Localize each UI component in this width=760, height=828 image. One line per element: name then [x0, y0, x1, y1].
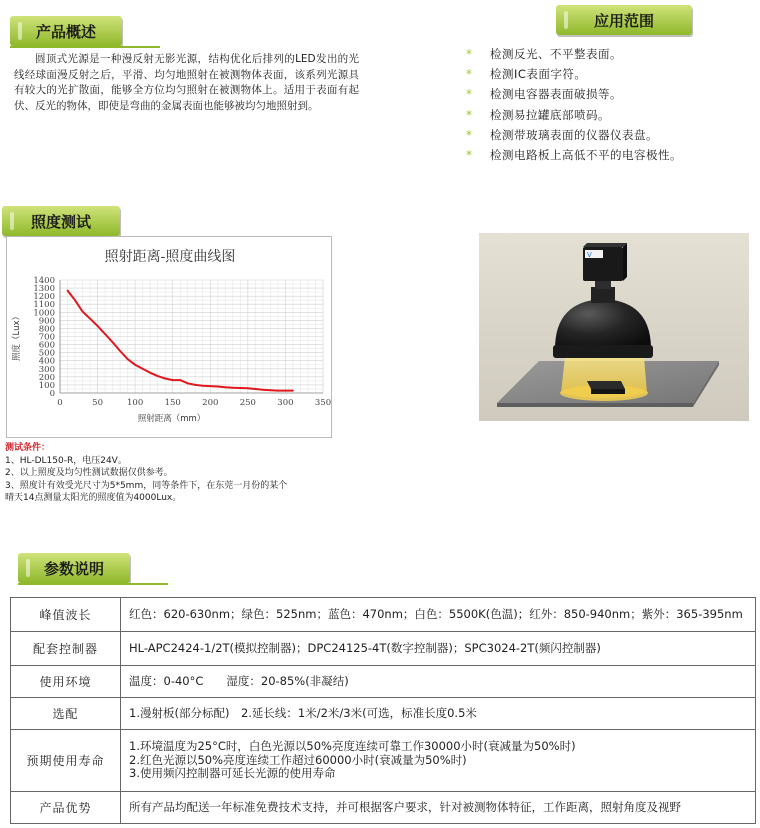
- x-tick-label: 250: [239, 398, 256, 408]
- camera-side: [623, 243, 627, 281]
- overview-heading-underline: [10, 46, 160, 48]
- data-point: [149, 372, 151, 374]
- application-item-text: 检测电容器表面破损等。: [490, 87, 622, 102]
- overview-text: 圆顶式光源是一种漫反射无影光源，结构优化后排列的LED发出的光线经球面漫反射之后，平滑、均匀地照射在被测物体表面，该系列光源具有较大的光扩散面，能够全方位均匀照射在被测物体上。适用于表面有起伏、反光的物体，即使是弯曲的金属表面也能够被均匀地照射到。: [14, 53, 359, 112]
- data-point: [142, 368, 144, 370]
- dome-light-product-image: [479, 233, 749, 421]
- y-tick-label: 600: [38, 340, 55, 351]
- test-condition-line-1: 1、HL-DL150-R，电压24V。: [5, 455, 127, 466]
- params-value-line: 1.环境温度为25°C时，白色光源以50%亮度连续可靠工作30000小时(衰减量为50%时): [129, 739, 576, 754]
- test-condition-line-3: 3、照度计有效受光尺寸为5*5mm，同等条件下，在东莞一月份的某个: [5, 480, 288, 491]
- params-value-line: 3.使用频闪控制器可延长光源的使用寿命: [129, 766, 336, 781]
- bullet-star-icon: *: [466, 87, 473, 102]
- params-heading: 参数说明: [18, 553, 130, 583]
- data-point: [67, 290, 69, 292]
- bullet-star-icon: *: [466, 127, 473, 142]
- y-tick-label: 1000: [33, 308, 55, 319]
- chart-svg: [7, 237, 333, 439]
- params-row-label: 配套控制器: [11, 632, 121, 666]
- bullet-star-icon: *: [466, 47, 473, 62]
- data-point: [217, 386, 219, 388]
- x-tick-label: 50: [92, 398, 103, 408]
- data-point: [134, 364, 136, 366]
- application-item: [466, 145, 751, 165]
- applications-heading: 应用范围: [556, 5, 692, 35]
- params-heading-underline: [18, 583, 168, 585]
- params-row-label: 产品优势: [11, 792, 121, 824]
- x-tick-label: 350: [314, 398, 332, 408]
- bullet-star-icon: *: [466, 107, 473, 122]
- data-point: [119, 350, 121, 352]
- data-point: [82, 311, 84, 313]
- data-point: [89, 318, 91, 320]
- camera-mount: [591, 287, 615, 303]
- params-row: [11, 598, 756, 632]
- params-row: [11, 632, 756, 666]
- params-row: [11, 698, 756, 730]
- data-point: [232, 387, 234, 389]
- application-item-text: 检测易拉罐底部喷码。: [490, 107, 610, 122]
- params-value-line: 红色：620-630nm；绿色：525nm；蓝色：470nm；白色：5500K(色温)；红外：850-940nm；紫外：365-395nm: [129, 606, 743, 621]
- params-row: [11, 730, 756, 792]
- data-point: [292, 390, 294, 392]
- applications-list: [466, 44, 751, 165]
- params-row-value: [121, 792, 756, 824]
- data-point: [97, 325, 99, 327]
- data-point: [187, 382, 189, 384]
- data-point: [127, 358, 129, 360]
- params-value-line: HL-APC2424-1/2T(模拟控制器)；DPC24125-4T(数字控制器)；SPC3024-2T(频闪控制器): [129, 640, 601, 655]
- y-tick-label: 0: [49, 389, 55, 399]
- test-condition-line-4: 晴天14点测量太阳光的照度值为4000Lux。: [5, 493, 182, 504]
- y-tick-label: 700: [38, 332, 55, 343]
- test-condition-line-2: 2、以上照度及均匀性测试数据仅供参考。: [5, 468, 173, 479]
- application-item: [466, 84, 751, 104]
- y-tick-label: 1100: [33, 300, 55, 311]
- x-axis-label: 照射距离（mm）: [137, 414, 206, 424]
- params-value-line: 2.红色光源以50%亮度连续工作超过60000小时(衰减量为50%时): [129, 752, 467, 767]
- data-point: [277, 390, 279, 392]
- params-value-line: 所有产品均配送一年标准免费技术支持，并可根据客户要求，针对被测物体特征，工作距离，照射角度及视野: [129, 799, 681, 814]
- overview-heading: 产品概述: [10, 16, 122, 46]
- application-item-text: 检测IC表面字符。: [490, 67, 587, 82]
- y-tick-label: 900: [38, 316, 55, 327]
- data-point: [74, 299, 76, 301]
- y-tick-label: 1200: [33, 292, 55, 303]
- data-point: [164, 378, 166, 380]
- data-point: [209, 385, 211, 387]
- x-tick-label: 300: [277, 398, 294, 408]
- target-object: [587, 381, 625, 389]
- application-item: [466, 64, 751, 84]
- camera-logo: V: [587, 251, 592, 259]
- y-tick-label: 1300: [33, 284, 55, 295]
- application-item: [466, 44, 751, 64]
- data-point: [254, 388, 256, 390]
- x-tick-label: 100: [127, 398, 144, 408]
- target-object-face: [591, 389, 625, 394]
- application-item: [466, 105, 751, 125]
- params-row-value: [121, 666, 756, 698]
- data-point: [172, 379, 174, 381]
- chart-title: 照射距离-照度曲线图: [104, 249, 236, 265]
- x-tick-label: 150: [164, 398, 181, 408]
- dome-rim: [553, 345, 653, 358]
- y-axis-label: 照度（Lux）: [12, 311, 22, 362]
- data-point: [104, 333, 106, 335]
- params-row: [11, 792, 756, 824]
- params-row-label: 使用环境: [11, 666, 121, 698]
- params-row-value: [121, 598, 756, 632]
- data-point: [157, 375, 159, 377]
- data-point: [285, 390, 287, 392]
- data-point: [194, 384, 196, 386]
- params-value-line: 1.漫射板(部分标配) 2.延长线：1米/2米/3米(可选，标准长度0.5米: [129, 705, 477, 720]
- illuminance-heading: 照度测试: [2, 206, 120, 236]
- params-row-label: 预期使用寿命: [11, 730, 121, 792]
- data-point: [202, 385, 204, 387]
- bullet-star-icon: *: [466, 148, 473, 163]
- data-point: [270, 389, 272, 391]
- params-row-value: [121, 698, 756, 730]
- y-tick-label: 1400: [33, 276, 55, 286]
- params-row-label: 峰值波长: [11, 598, 121, 632]
- application-item: [466, 125, 751, 145]
- y-tick-label: 400: [38, 356, 55, 367]
- params-row: [11, 666, 756, 698]
- params-row-label: 选配: [11, 698, 121, 730]
- data-point: [247, 387, 249, 389]
- params-row-value: [121, 632, 756, 666]
- data-point: [262, 389, 264, 391]
- y-tick-label: 200: [38, 372, 55, 383]
- params-value-line: 温度：0-40°C 湿度：20-85%(非凝结): [129, 673, 349, 688]
- params-table: [10, 597, 756, 824]
- y-tick-label: 800: [38, 324, 55, 335]
- y-tick-label: 500: [38, 348, 55, 359]
- test-conditions-title: 测试条件：: [5, 443, 51, 453]
- x-tick-label: 0: [57, 398, 63, 408]
- y-tick-label: 300: [38, 364, 55, 375]
- data-point: [179, 379, 181, 381]
- base-plate-edge: [497, 403, 693, 407]
- params-row-value: [121, 730, 756, 792]
- camera-top: [583, 243, 627, 247]
- application-item-text: 检测带玻璃表面的仪器仪表盘。: [490, 127, 658, 142]
- x-tick-label: 200: [202, 398, 219, 408]
- data-point: [239, 387, 241, 389]
- data-point: [224, 386, 226, 388]
- data-point: [112, 341, 114, 343]
- test-conditions: [5, 442, 287, 505]
- application-item-text: 检测电路板上高低不平的电容极性。: [490, 148, 682, 163]
- y-tick-label: 100: [38, 380, 55, 391]
- bullet-star-icon: *: [466, 67, 473, 82]
- illuminance-chart: [6, 236, 332, 438]
- application-item-text: 检测反光、不平整表面。: [490, 47, 622, 62]
